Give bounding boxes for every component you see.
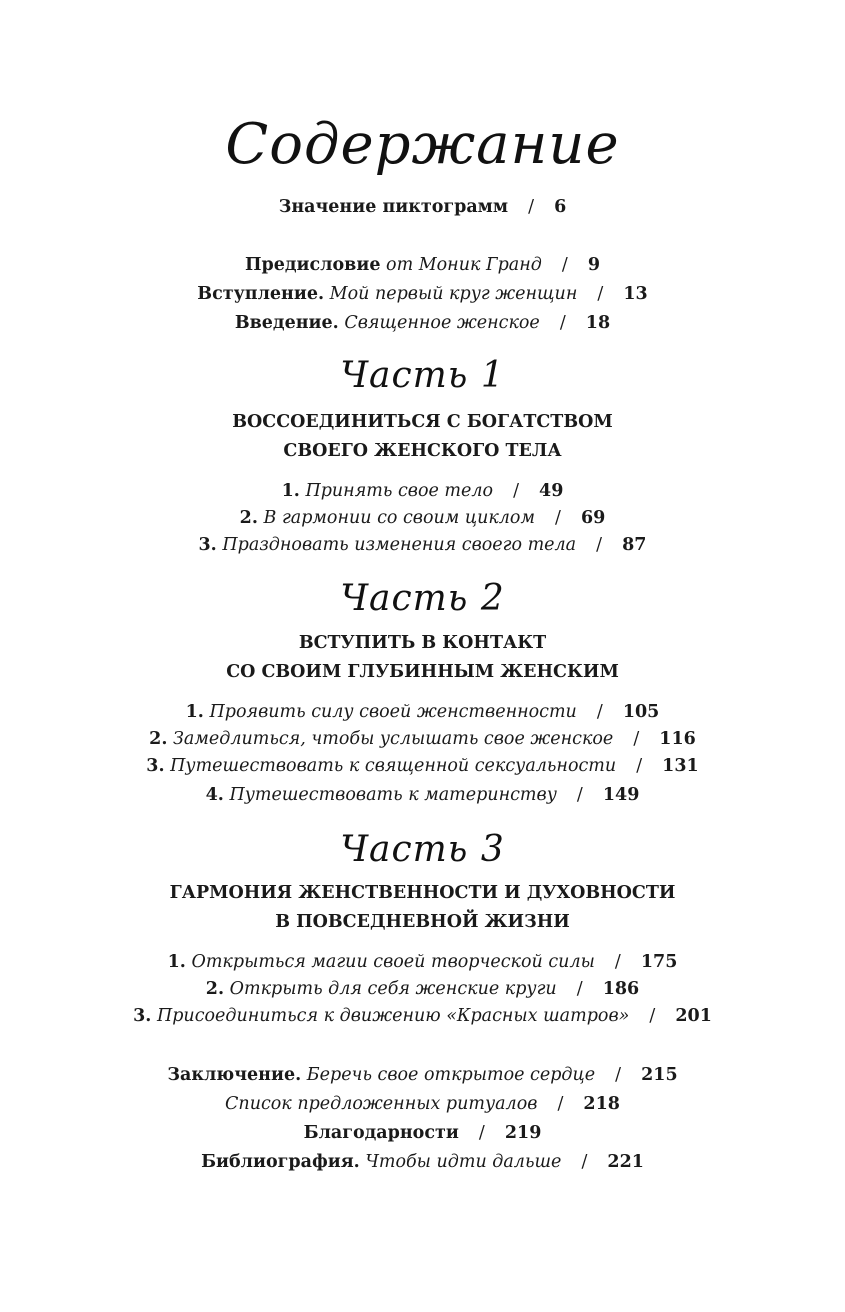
separator: / (559, 313, 566, 333)
chapter-page: 69 (580, 508, 606, 528)
separator: / (614, 952, 621, 972)
chapter-number: 2. (205, 979, 225, 999)
chapter-page: 105 (622, 702, 660, 722)
chapter-title: Открыть для себя женские круги (229, 979, 557, 999)
separator: / (576, 785, 583, 805)
part-2-chapter-3 (0, 754, 845, 778)
entry-page: 13 (623, 284, 648, 304)
part-3-chapter-1 (0, 950, 845, 974)
entry-title: Священное женское (344, 313, 540, 333)
chapter-page: 87 (622, 535, 647, 555)
separator: / (576, 979, 583, 999)
entry-label: Предисловие (244, 255, 381, 275)
part-2-chapter-2 (0, 727, 845, 751)
chapter-title: Путешествовать к материнству (229, 785, 557, 805)
chapter-page: 201 (675, 1006, 712, 1026)
part-2-heading-line-1: ВСТУПИТЬ В КОНТАКТ (298, 633, 547, 653)
chapter-number: 1. (167, 952, 186, 972)
separator: / (581, 1152, 588, 1172)
entry-title: Мой первый круг женщин (329, 284, 578, 304)
part-1-chapter-3 (0, 533, 845, 557)
part-3-heading-line-2: В ПОВСЕДНЕВНОЙ ЖИЗНИ (275, 912, 570, 932)
entry-page: 18 (585, 313, 611, 333)
chapter-page: 149 (602, 785, 640, 805)
part-2-chapter-1 (0, 700, 845, 724)
toc-entry-pictograms (0, 195, 845, 219)
entry-title: Чтобы идти дальше (365, 1152, 562, 1172)
chapter-number: 3. (198, 535, 217, 555)
entry-title: Список предложенных ритуалов (225, 1094, 538, 1114)
entry-label: Значение пиктограмм (278, 197, 509, 217)
chapter-page: 131 (662, 756, 699, 776)
chapter-title: Путешествовать к священной сексуальности (170, 756, 617, 776)
separator: / (528, 197, 535, 217)
entry-label: Библиография. (201, 1152, 360, 1172)
entry-label: Благодарности (303, 1123, 459, 1143)
chapter-number: 1. (185, 702, 204, 722)
entry-page: 9 (587, 255, 601, 275)
separator: / (596, 535, 603, 555)
separator: / (513, 481, 519, 501)
part-1-heading-line-1: ВОССОЕДИНИТЬСЯ С БОГАТСТВОМ (232, 412, 613, 432)
separator: / (478, 1123, 485, 1143)
separator: / (555, 508, 561, 528)
chapter-number: 3. (133, 1006, 152, 1026)
part-1-chapter-1 (0, 479, 845, 503)
toc-entry-conclusion (0, 1063, 845, 1087)
page-title: Содержание (225, 112, 620, 177)
chapter-title: Праздновать изменения своего тела (222, 535, 577, 555)
chapter-number: 2. (239, 508, 258, 528)
part-2-heading-line-2: СО СВОИМ ГЛУБИННЫМ ЖЕНСКИМ (226, 662, 619, 682)
separator: / (633, 729, 640, 749)
separator: / (561, 255, 568, 275)
chapter-number: 1. (281, 481, 300, 501)
chapter-title: В гармонии со своим циклом (263, 508, 535, 528)
chapter-title: Принять свое тело (305, 481, 494, 501)
chapter-page: 175 (640, 952, 678, 972)
part-1-heading-line-2: СВОЕГО ЖЕНСКОГО ТЕЛА (283, 441, 562, 461)
separator: / (596, 702, 603, 722)
separator: / (615, 1065, 622, 1085)
chapter-page: 186 (602, 979, 640, 999)
entry-page: 215 (641, 1065, 678, 1085)
toc-entry-opening (0, 282, 845, 306)
separator: / (636, 756, 643, 776)
toc-entry-acknowledgements (0, 1121, 845, 1145)
separator: / (597, 284, 604, 304)
entry-label: Вступление. (197, 284, 325, 304)
separator: / (557, 1094, 564, 1114)
entry-label: Введение. (234, 313, 339, 333)
chapter-page: 116 (659, 729, 696, 749)
chapter-title: Проявить силу своей женственности (209, 702, 577, 722)
chapter-title: Замедлиться, чтобы услышать свое женское (173, 729, 614, 749)
part-3-chapter-2 (0, 977, 845, 1001)
chapter-number: 2. (149, 729, 168, 749)
entry-page: 218 (583, 1094, 620, 1114)
part-1-chapter-2 (0, 506, 845, 530)
chapter-page: 49 (539, 481, 564, 501)
toc-entry-introduction (0, 311, 845, 335)
separator: / (649, 1006, 656, 1026)
entry-title: от Моник Гранд (386, 255, 542, 275)
part-3-heading-line-1: ГАРМОНИЯ ЖЕНСТВЕННОСТИ И ДУХОВНОСТИ (169, 883, 676, 903)
entry-page: 219 (504, 1123, 542, 1143)
chapter-number: 4. (205, 785, 224, 805)
part-2-chapter-4 (0, 783, 845, 807)
part-2-title: Часть 2 (340, 578, 505, 619)
entry-label: Заключение. (167, 1065, 302, 1085)
chapter-title: Присоединиться к движению «Красных шатров» (156, 1006, 630, 1026)
chapter-title: Открыться магии своей творческой силы (191, 952, 595, 972)
part-3-chapter-3 (0, 1004, 845, 1028)
toc-entry-bibliography (0, 1150, 845, 1174)
chapter-number: 3. (146, 756, 165, 776)
entry-page: 6 (554, 197, 567, 217)
toc-entry-rituals-list (0, 1092, 845, 1116)
part-1-title: Часть 1 (340, 355, 505, 396)
part-3-title: Часть 3 (340, 829, 505, 870)
toc-entry-preface (0, 253, 845, 277)
entry-page: 221 (607, 1152, 644, 1172)
entry-title: Беречь свое открытое сердце (306, 1065, 596, 1085)
